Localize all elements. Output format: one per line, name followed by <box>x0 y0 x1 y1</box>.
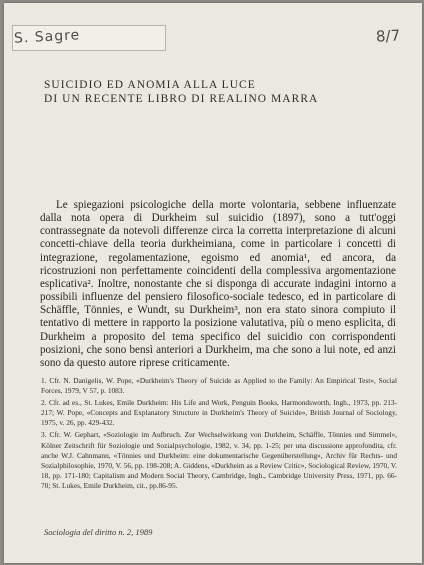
footnote-1: 1. Cfr. N. Danigelis, W. Pope, «Durkheim's Theory of Suicide as Applied to the Family: An Empirical Test», Social Forces, 1979, V 57, p. 1083. <box>41 376 397 396</box>
article-title <box>44 78 318 106</box>
title-line-1: SUICIDIO ED ANOMIA ALLA LUCE <box>44 79 256 91</box>
title-line-2: DI UN RECENTE LIBRO DI REALINO MARRA <box>44 93 319 105</box>
document-page <box>4 3 422 563</box>
journal-citation: Sociologia del diritto n. 2, 1989 <box>44 527 153 537</box>
footnote-3: 3. Cfr. W. Gephart, «Soziologie im Aufbruch. Zur Wechselwirkung von Durkheim, Schäffle, Tönnies und Simmel», Kölner Zeitschrift für Soziologie und Sozialpsychologie, 1982, v. 34, pp. 1-25; per una discussione approfondita, cfr. anche W.J. Cahnmann, «Tönnies und Durkheim: eine dokumentarische Gegenüberstellung», Archiv für Rechts- und Sozialphilosophie, 1970, V. 56, pp. 198-208; A. Giddens, «Durkheim as a Review Critic», Sociological Review, 1970, V. 18, pp. 171-180; Capitalism and Modern Social Theory, Cambridge, Ingh., Cambridge University Press, 1971, pp. 66-70; St. Lukes, Emile Durkheim, cit., pp.86-95. <box>41 430 397 490</box>
handwritten-note-left: S. Sagre <box>13 27 81 47</box>
footnotes <box>41 376 397 493</box>
body-paragraph: Le spiegazioni psicologiche della morte volontaria, sebbene influenzate dalla nota opera di Durkheim sul suicidio (1897), sono a tutt'oggi contrassegnate da notevoli differenze circa la corretta interpretazione di alcuni concetti-chiave della teoria durkheimiana, come in particolare i concetti di integrazione, regolamentazione, egoismo ed anomia¹, ed ancora, da ricostruzioni non perfettamente coincidenti della complessiva argomentazione esplicativa². Inoltre, nonostante che si disponga di accurate indagini intorno a possibili influenze del pensiero filosofico-sociale tedesco, ed in particolare di Schäffle, Tönnies, e Wundt, su Durkheim³, non era stato sinora compiuto il tentativo di mettere in rapporto la posizione valutativa, più o meno esplicita, di Durkheim a proposito del tema specifico del suicidio con corrispondenti posizioni, che sono bensì anteriori a Durkheim, ma che sono a lui note, ed anzi sono da questo autore riprese criticamente. <box>40 199 396 369</box>
footnote-2: 2. Cfr. ad es., St. Lukes, Emile Durkheim: His Life and Work, Penguin Books, Harmondsworth, Ingh., 1973, pp. 213-217; W. Pope, «Concepts and Explanatory Structure in Durkheim's Theory of Suicide», British Journal of Sociology, 1975, v. 26, pp. 429-432. <box>41 398 397 428</box>
handwritten-note-right: 8/7 <box>375 26 401 46</box>
